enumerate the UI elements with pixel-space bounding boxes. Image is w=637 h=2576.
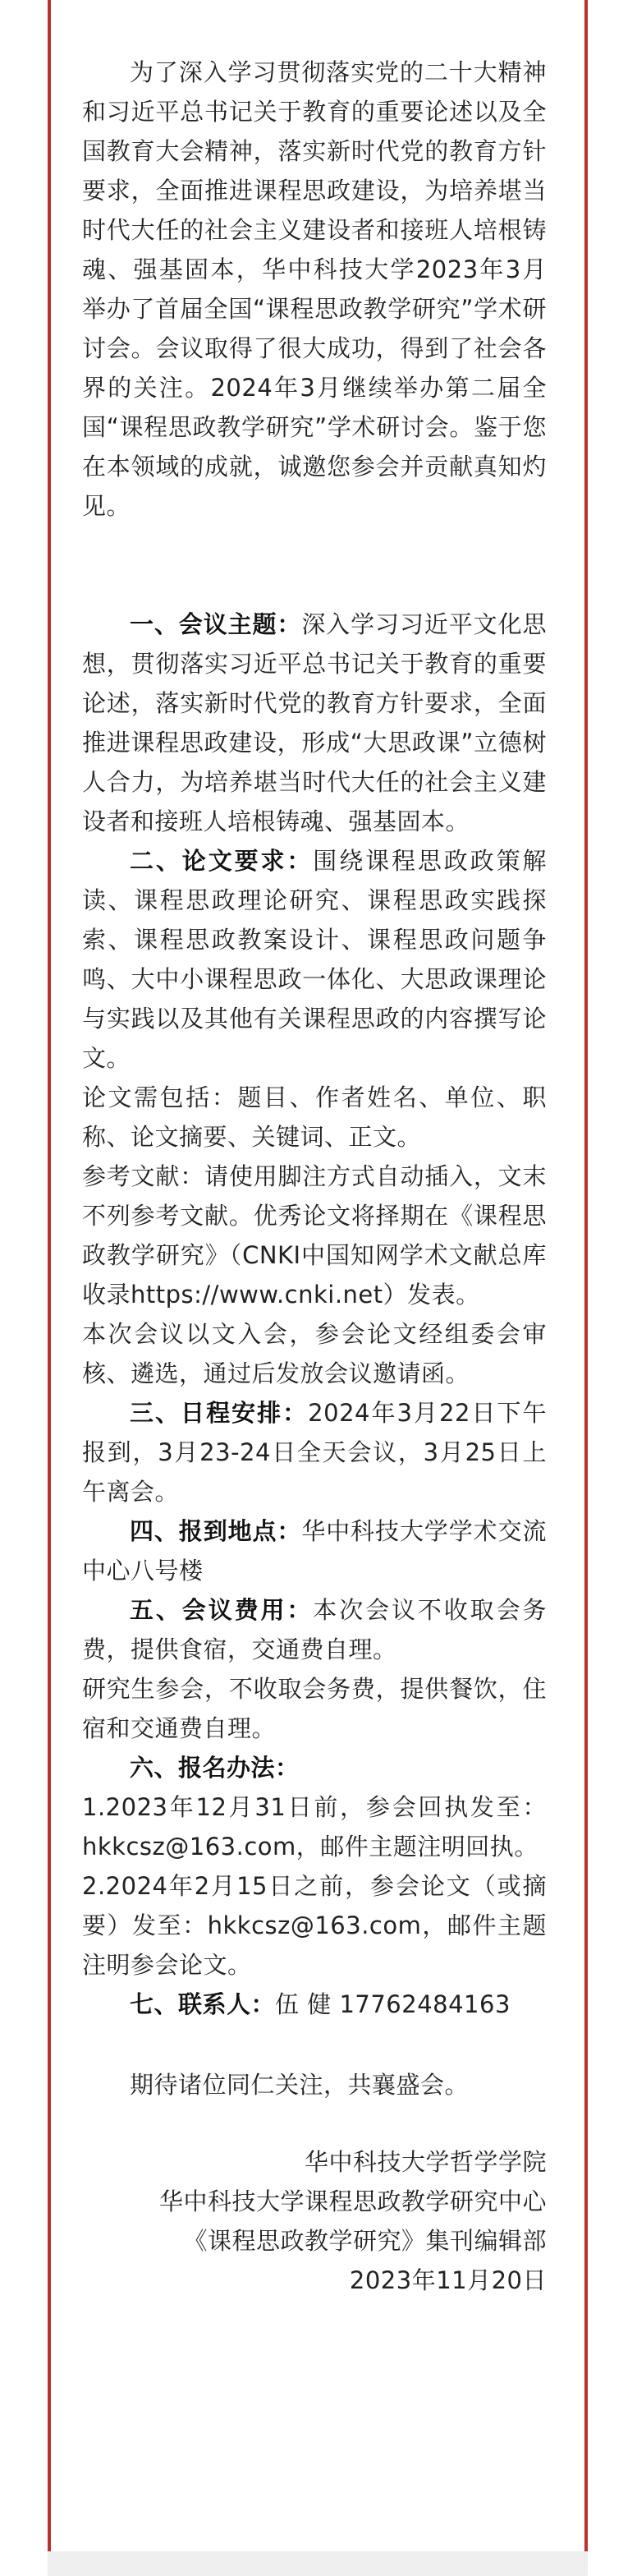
section-schedule-heading: 三、日程安排：: [130, 1399, 309, 1427]
paper-contents: 论文需包括：题目、作者姓名、单位、职称、论文摘要、关键词、正文。: [82, 1083, 547, 1151]
section-fees-text: 本次会议不收取会务费，提供食宿，交通费自理。: [82, 1596, 547, 1663]
section-location-heading: 四、报到地点：: [130, 1517, 302, 1545]
section-paper-heading: 二、论文要求：: [130, 847, 314, 875]
section-contact-text: 伍 健 17762484163: [275, 1990, 511, 2018]
signature-org-philosophy: 华中科技大学哲学学院: [304, 2148, 547, 2176]
signature-org-editorial: 《课程思政教学研究》集刊编辑部: [183, 2227, 547, 2255]
section-schedule-text: 2024年3月22日下午报到，3月23-24日全天会议，3月25日上午离会。: [82, 1399, 547, 1506]
registration-item-1: 1.2023年12月31日前，参会回执发至：hkkcsz@163.com，邮件主题注明回执。: [82, 1793, 547, 1861]
signature-date: 2023年11月20日: [349, 2266, 547, 2294]
section-paper: [82, 841, 547, 1078]
paper-references: 参考文献：请使用脚注方式自动插入，文末不列参考文献。优秀论文将择期在《课程思政教学研究》（CNKI中国知网学术文献总库收录https://www.cnki.net）发表。: [82, 1162, 547, 1309]
section-theme-text: 深入学习习近平文化思想，贯彻落实习近平总书记关于教育的重要论述，落实新时代党的教育方针要求，全面推进课程思政建设，形成“大思政课”立德树人合力，为培养堪当时代大任的社会主义建设者和接班人培根铸魂、强基固本。: [82, 610, 547, 835]
section-fees-heading: 五、会议费用：: [130, 1596, 314, 1624]
closing-line: 期待诸位同仁关注，共襄盛会。: [130, 2071, 470, 2099]
intro-paragraph: 为了深入学习贯彻落实党的二十大精神和习近平总书记关于教育的重要论述以及全国教育大会精神，落实新时代党的教育方针要求，全面推进课程思政建设，为培养堪当时代大任的社会主义建设者和接班人培根铸魂、强基固本，华中科技大学2023年3月举办了首届全国“课程思政教学研究”学术研讨会。会议取得了很大成功，得到了社会各界的关注。2024年3月继续举办第二届全国“课程思政教学研究”学术研讨会。鉴于您在本领域的成就，诚邀您参会并贡献真知灼见。: [82, 58, 547, 520]
section-theme: [82, 605, 547, 841]
section-theme-heading: 一、会议主题：: [130, 610, 302, 638]
signature-org-research-center: 华中科技大学课程思政教学研究中心: [158, 2187, 547, 2215]
section-contact: [82, 1985, 547, 2024]
section-contact-heading: 七、联系人：: [130, 1990, 276, 2018]
paper-review: 本次会议以文入会，参会论文经组委会审核、遴选，通过后发放会议邀请函。: [82, 1320, 547, 1387]
section-location: [82, 1511, 547, 1590]
section-paper-text: 围绕课程思政政策解读、课程思政理论研究、课程思政实践探索、课程思政教案设计、课程思政问题争鸣、大中小课程思政一体化、大思政课理论与实践以及其他有关课程思政的内容撰写论文。: [82, 847, 547, 1072]
signature-block: [82, 2142, 547, 2300]
registration-item-2: 2.2024年2月15日之前，参会论文（或摘要）发至：hkkcsz@163.com，邮件主题注明参会论文。: [82, 1872, 547, 1979]
section-schedule: [82, 1393, 547, 1511]
section-location-text: 华中科技大学学术交流中心八号楼: [82, 1517, 547, 1585]
section-fees: [82, 1590, 547, 1669]
spacer: [82, 526, 547, 605]
fees-students: 研究生参会，不收取会务费，提供餐饮，住宿和交通费自理。: [82, 1675, 547, 1742]
bottom-strip: [48, 2551, 588, 2576]
section-registration-heading: 六、报名办法：: [130, 1754, 300, 1782]
invitation-letter: [82, 53, 547, 2300]
